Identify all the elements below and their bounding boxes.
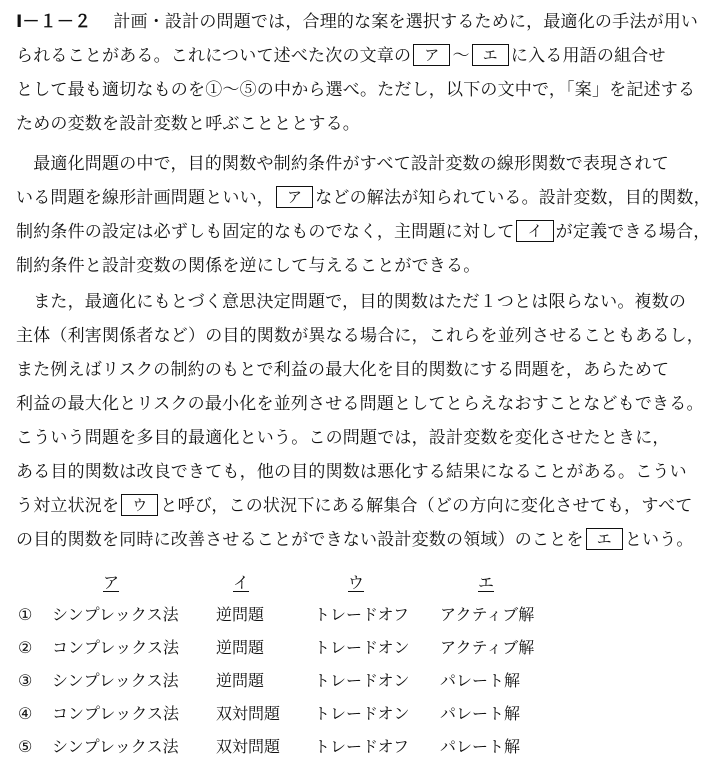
blank-u-box: ウ: [121, 494, 158, 516]
choice-number: ④: [18, 704, 33, 723]
choice-e: パレート解: [440, 671, 521, 690]
choice-u: トレードオン: [314, 638, 410, 657]
para2-line-4: 利益の最大化とリスクの最小化を並列させる問題としてとらえなおすことなどもできる。: [16, 394, 704, 414]
choice-e: パレート解: [440, 704, 521, 723]
choice-i: 逆問題: [216, 638, 265, 657]
choice-row: [0, 736, 681, 760]
para1-line-4: 制約条件と設計変数の関係を逆にして与えることができる。: [16, 256, 481, 276]
blank-a-box: ア: [276, 186, 313, 208]
para2-line-1: また，最適化にもとづく意思決定問題で，目的関数はただ１つとは限らない。複数の: [16, 292, 687, 312]
choice-a: コンプレックス法: [52, 704, 180, 723]
choice-number: ①: [18, 605, 33, 624]
para2-text-8b: という。: [624, 530, 694, 550]
para2-text-7a: う対立状況を: [16, 496, 120, 516]
para1-text-2b: などの解法が知られている。設計変数，目的関数，: [315, 188, 711, 208]
intro-text-2a: られることがある。これについて述べた次の文章の: [16, 46, 412, 66]
para1-line-3: [16, 220, 711, 244]
choice-row: [0, 703, 681, 727]
choice-a: コンプレックス法: [52, 638, 180, 657]
intro-line-4: ための変数を設計変数と呼ぶことととする。: [16, 114, 360, 134]
choice-i: 逆問題: [216, 671, 265, 690]
choice-i: 双対問題: [216, 737, 281, 756]
choice-u: トレードオフ: [314, 605, 410, 624]
para2-text-8a: の目的関数を同時に改善させることができない設計変数の領域）のことを: [16, 530, 584, 550]
para2-line-2: 主体（利害関係者など）の目的関数が異なる場合に，これらを並列させることもあるし，: [16, 326, 704, 346]
choice-number: ③: [18, 671, 33, 690]
para2-line-5: こういう問題を多目的最適化という。この問題では，設計変数を変化させたときに，: [16, 428, 670, 448]
choice-u: トレードオフ: [314, 737, 410, 756]
para1-line-2: [16, 186, 711, 210]
intro-text-1: 計画・設計の問題では，合理的な案を選択するために，最適化の手法が用い: [113, 12, 699, 32]
choice-row: [0, 604, 681, 628]
para2-line-7: [16, 494, 693, 518]
choice-u: トレードオン: [314, 671, 410, 690]
choice-number: ⑤: [18, 737, 33, 756]
choice-a: シンプレックス法: [52, 737, 179, 756]
para2-line-6: ある目的関数は改良できても，他の目的関数は悪化する結果になることがある。こうい: [16, 462, 687, 482]
header-i: イ: [233, 573, 250, 592]
para2-line-8: [16, 528, 694, 552]
choice-e: アクティブ解: [440, 605, 535, 624]
choice-row: [0, 670, 681, 694]
range-tilde: ～: [452, 46, 470, 66]
choice-row: [0, 637, 681, 661]
blank-i-box: イ: [516, 220, 553, 242]
blank-e-box: エ: [586, 528, 623, 550]
para1-line-1: 最適化問題の中で，目的関数や制約条件がすべて設計変数の線形関数で表現されて: [16, 154, 669, 174]
blank-a-box: ア: [413, 44, 450, 66]
choice-a: シンプレックス法: [52, 605, 179, 624]
intro-text-2b: に入る用語の組合せ: [510, 46, 666, 66]
intro-line-3: として最も適切なものを①～⑤の中から選べ。ただし，以下の文中で，「案」を記述する: [16, 80, 696, 100]
intro-line-2: [16, 44, 676, 68]
para2-text-7b: と呼び，この状況下にある解集合（どの方向に変化させても，すべて: [160, 496, 693, 516]
header-e: エ: [478, 573, 495, 592]
para1-text-3a: 制約条件の設定は必ずしも固定的なものでなく，主問題に対して: [16, 222, 515, 242]
choice-number: ②: [18, 638, 33, 657]
choice-e: アクティブ解: [440, 638, 535, 657]
choice-i: 逆問題: [216, 605, 265, 624]
question-number: Ⅰ－１－２: [16, 12, 92, 32]
para2-line-3: また例えばリスクの制約のもとで利益の最大化を目的関数にする問題を，あらためて: [16, 360, 670, 380]
para1-text-2a: いる問題を線形計画問題といい，: [16, 188, 274, 208]
header-a: ア: [103, 573, 120, 592]
choice-a: シンプレックス法: [52, 671, 179, 690]
para1-text-3b: が定義できる場合，: [555, 222, 711, 242]
header-u: ウ: [348, 573, 365, 592]
choice-u: トレードオン: [314, 704, 410, 723]
blank-e-box: エ: [472, 44, 509, 66]
choice-i: 双対問題: [216, 704, 281, 723]
choice-e: パレート解: [440, 737, 521, 756]
intro-line-1: [16, 10, 699, 34]
